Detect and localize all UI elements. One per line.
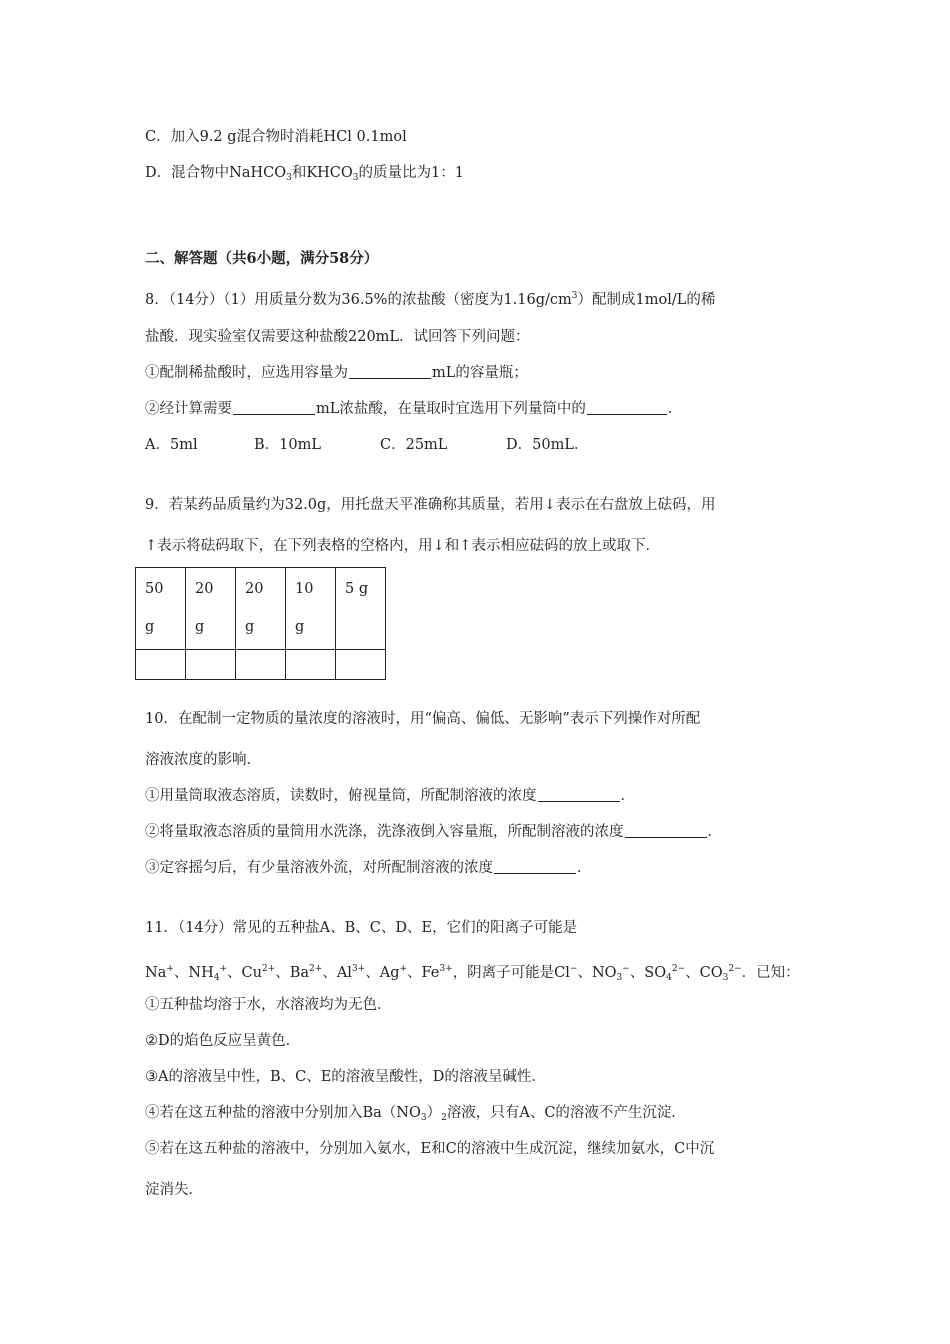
answer-cell[interactable] <box>286 650 336 680</box>
q11-item5: ⑤若在这五种盐的溶液中，分别加入氨水，E和C的溶液中生成沉淀，继续加氨水，C中沉 <box>145 1141 715 1157</box>
answer-blank[interactable] <box>587 400 667 415</box>
q8-option-b: B．10mL <box>254 437 321 453</box>
answer-blank[interactable] <box>233 400 315 415</box>
q9-line2: ↑表示将砝码取下，在下列表格的空格内，用↓和↑表示相应砝码的放上或取下． <box>145 538 660 554</box>
weight-cell: 5 g <box>336 568 386 650</box>
weights-table <box>135 567 386 680</box>
q8-options <box>145 435 588 455</box>
q10-item1: ①用量筒取液态溶质，读数时，俯视量筒，所配制溶液的浓度 ． <box>145 788 635 804</box>
q8-option-a: A．5ml <box>145 437 198 453</box>
weight-cell: 20 g <box>186 568 236 650</box>
answer-blank[interactable] <box>625 823 707 838</box>
q11-item4: ④若在这五种盐的溶液中分别加入$Ba(NO_3)_2$溶液，只有A、C的溶液不产生沉淀． <box>145 1105 686 1123</box>
q7-option-d: D．混合物中NaHCO$_3$和$KHCO_3$的质量比为1：1 <box>145 165 464 183</box>
q10-line1: 10．在配制一定物质的量浓度的溶液时，用“偏高、偏低、无影响”表示下列操作对所配 <box>145 711 701 727</box>
q11-item1: ①五种盐均溶于水，水溶液均为无色． <box>145 997 392 1013</box>
answer-cell[interactable] <box>186 650 236 680</box>
q8-line2: 盐酸．现实验室仅需要这种盐酸220mL．试回答下列问题： <box>145 329 530 345</box>
table-header-row <box>136 568 386 650</box>
q8-option-d: D．50mL． <box>506 437 589 453</box>
q11-line1: 11．（14分）常见的五种盐A、B、C、D、E，它们的阳离子可能是 <box>145 920 578 936</box>
q11-item3: ③A的溶液呈中性，B、C、E的溶液呈酸性，D的溶液呈碱性． <box>145 1069 546 1085</box>
table-answer-row <box>136 650 386 680</box>
answer-cell[interactable] <box>136 650 186 680</box>
answer-blank[interactable] <box>538 787 620 802</box>
answer-cell[interactable] <box>336 650 386 680</box>
q10-item2: ②将量取液态溶质的量筒用水洗涤，洗涤液倒入容量瓶，所配制溶液的浓度 ． <box>145 824 722 840</box>
section-title: 二、解答题（共6小题，满分58分） <box>145 250 379 267</box>
q10-line2: 溶液浓度的影响． <box>145 752 261 768</box>
answer-blank[interactable] <box>494 859 576 874</box>
weight-cell: 20 g <box>236 568 286 650</box>
q8-option-c: C．25mL <box>380 437 448 453</box>
answer-blank[interactable] <box>349 364 431 379</box>
q11-item2: ②D的焰色反应呈黄色． <box>145 1033 301 1049</box>
q7-option-c: C．加入9.2 g混合物时消耗HCl 0.1mol <box>145 129 407 145</box>
q11-ions: Na+、$NH_4^+$、$Cu^{2+}$、$Ba^{2+}$、$Al^{3+}$、Ag+、$Fe^{3+}$，阴离子可能是Cl−、$NO_3^-$、$SO_4^{2-}$、$CO_3^{2-}$．已知： <box>145 964 800 983</box>
answer-cell[interactable] <box>236 650 286 680</box>
weight-cell: 10 g <box>286 568 336 650</box>
q8-item2: ②经计算需要 mL浓盐酸，在量取时宜选用下列量筒中的 ． <box>145 401 683 417</box>
q11-item5-cont: 淀消失． <box>145 1182 203 1198</box>
q9-line1: 9．若某药品质量约为32.0g，用托盘天平准确称其质量，若用↓表示在右盘放上砝码，用 <box>145 497 716 513</box>
q10-item3: ③定容摇匀后，有少量溶液外流，对所配制溶液的浓度 ． <box>145 860 592 876</box>
weight-cell: 50 g <box>136 568 186 650</box>
q8-line1: 8．（14分）（1）用质量分数为36.5%的浓盐酸（密度为$1.16g/cm^3$）配制成1mol/L的稀 <box>145 291 716 308</box>
q8-item1: ①配制稀盐酸时，应选用容量为 mL的容量瓶； <box>145 365 528 381</box>
